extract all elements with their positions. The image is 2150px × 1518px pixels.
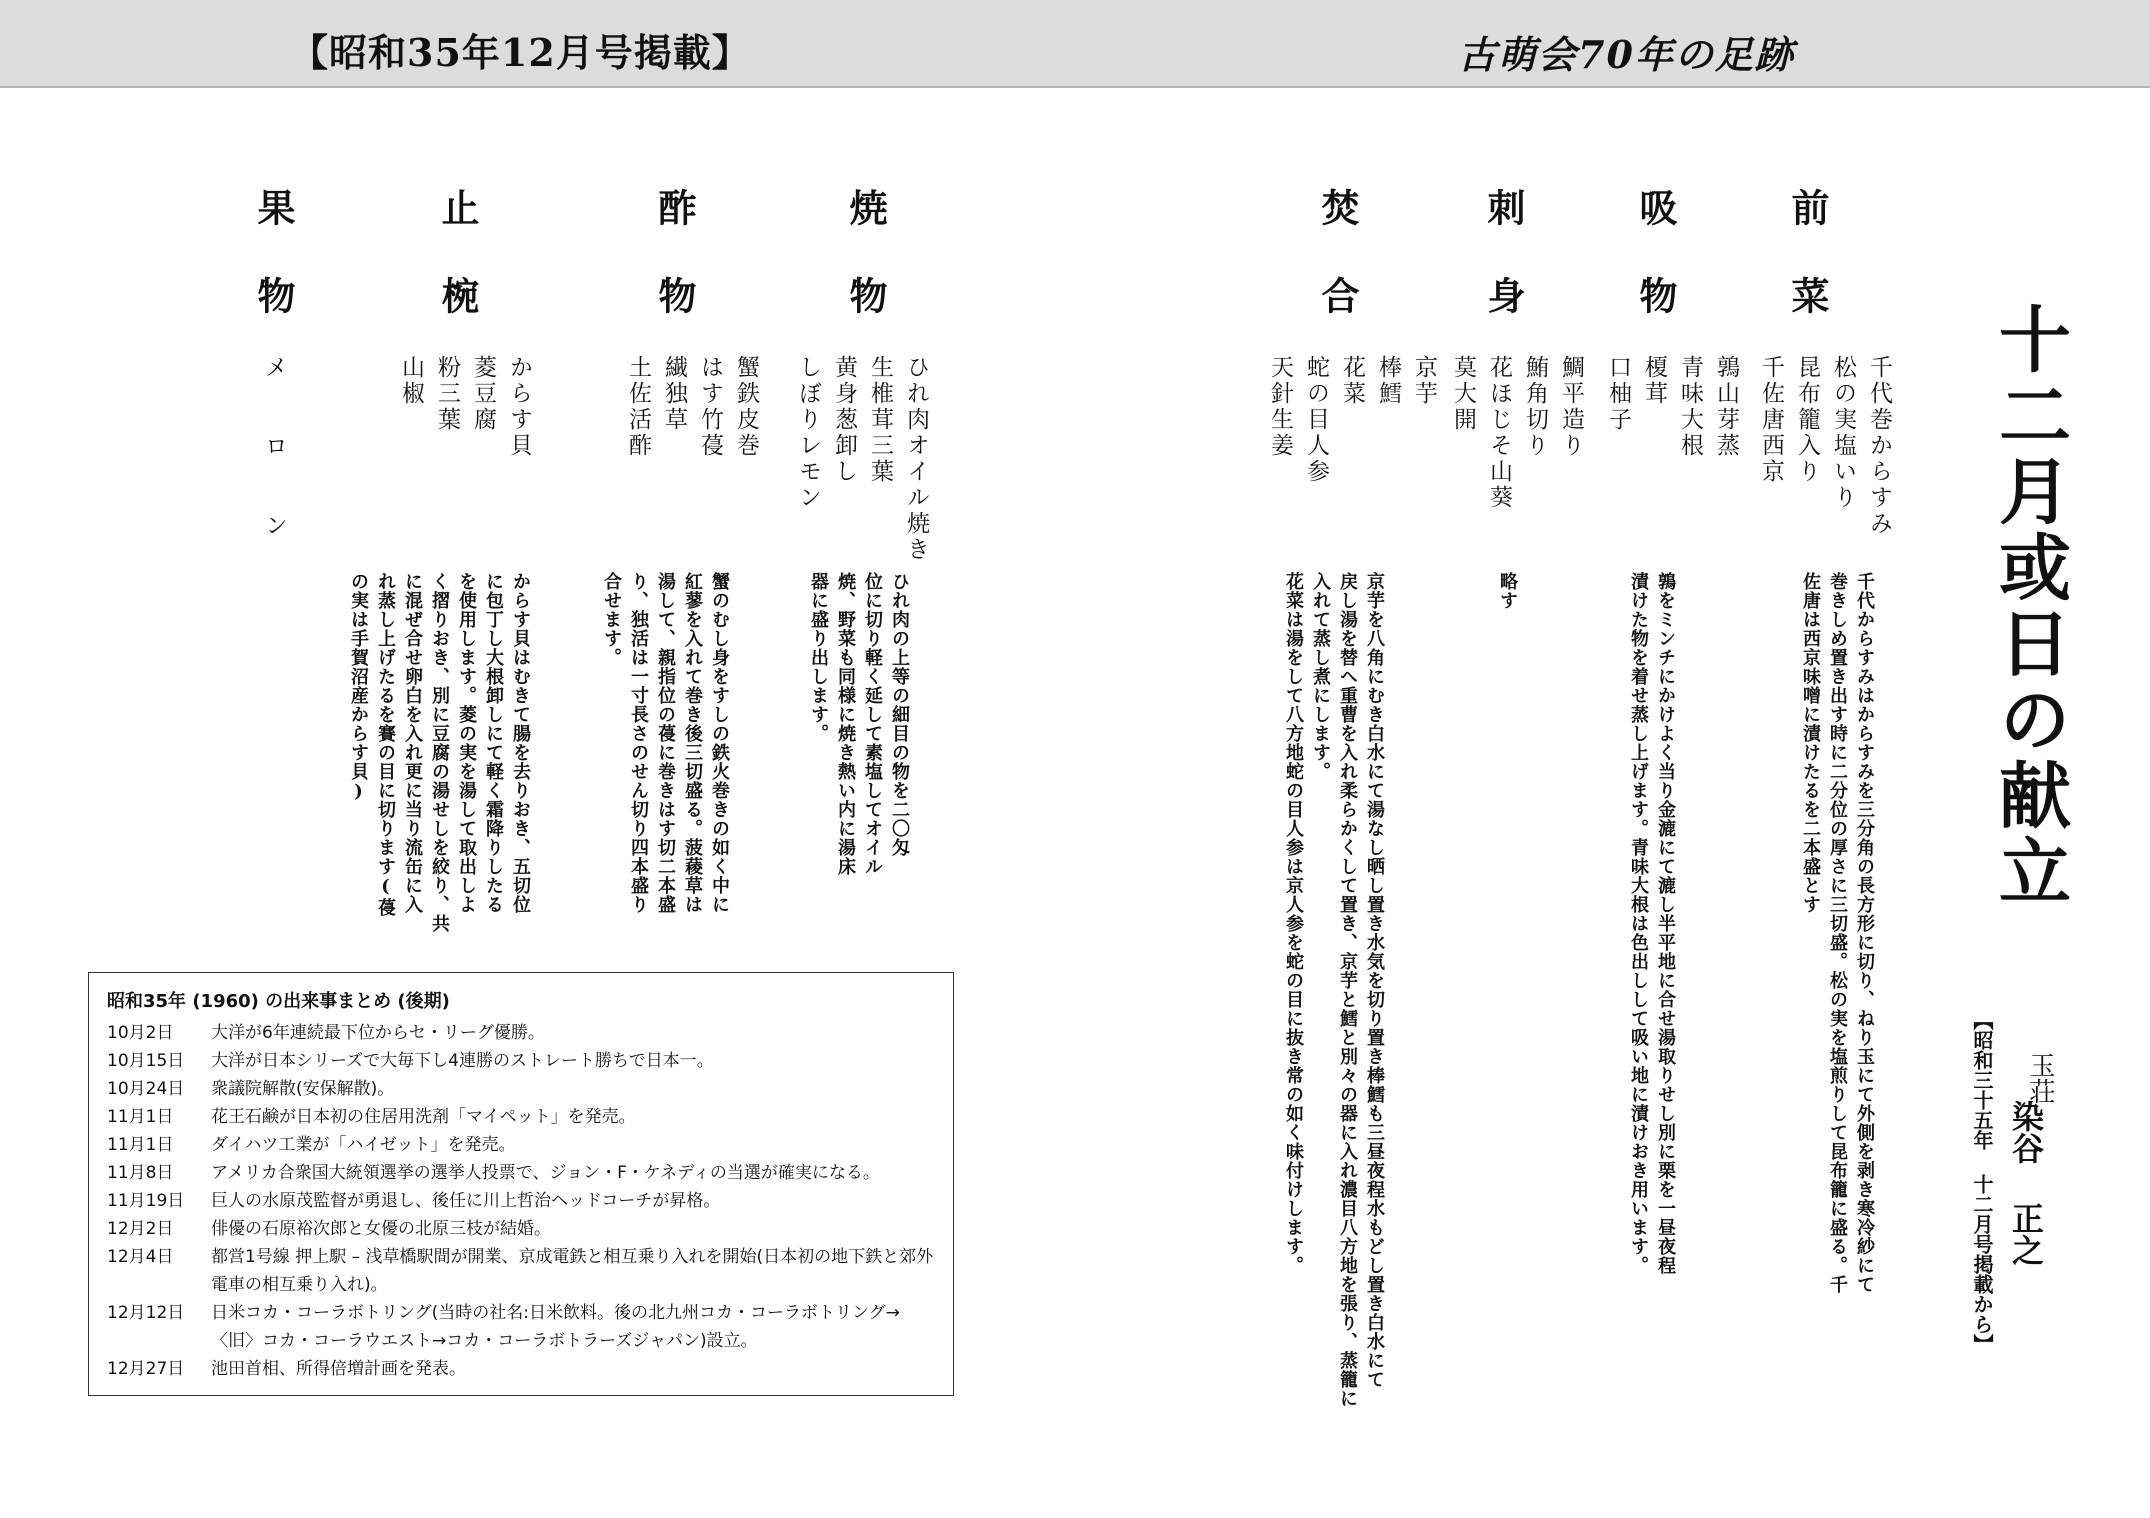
course-description: 千代からすみはからすみを三分角の長方形に切り、ねり玉にて外側を剥き寒冷紗にて 巻きしめ置き出す時に二分位の厚さに三切盛。松の実を塩煎りして昆布籠に盛る。千 佐唐は西京味噌に漬けたるを二本盛とす bbox=[1800, 572, 1875, 1294]
event-row bbox=[107, 1215, 935, 1243]
event-date: 10月24日 bbox=[107, 1079, 185, 1099]
event-row bbox=[107, 1075, 935, 1103]
event-date: 11月8日 bbox=[107, 1163, 174, 1183]
article-title: 十二月或日の献立 bbox=[1987, 302, 2072, 910]
course-heading: 酢物 bbox=[652, 188, 697, 364]
course-heading: 吸物 bbox=[1633, 188, 1678, 364]
event-date: 12月4日 bbox=[107, 1247, 174, 1267]
event-date: 11月19日 bbox=[107, 1191, 185, 1211]
event-text: 衆議院解散(安保解散)。 bbox=[211, 1079, 395, 1099]
course-items: 千代巻からすみ 松の実塩いり 昆布籠入り 千佐唐西京 bbox=[1758, 355, 1892, 537]
course-heading: 焼物 bbox=[843, 188, 888, 364]
event-text: 花王石鹸が日本初の住居用洗剤「マイペット」を発売。 bbox=[211, 1107, 636, 1127]
course-description: 京芋を八角にむき白水にて湯なし晒し置き水気を切り置き棒鱈も三昼夜程水もどし置き白水にて 戻し湯を替へ重曹を入れ柔らかくして置き、京芋と鱈と別々の器に入れ濃目八方地を張り、蒸籠に 入れて蒸し煮にします。 花菜は湯をして八方地蛇の目人参は京人参を蛇の目に抜き常の如く味付けします。 bbox=[1283, 572, 1385, 1408]
event-date: 12月27日 bbox=[107, 1359, 185, 1379]
course-items: 蟹鉄皮巻 はす竹葠 繊独草 土佐活酢 bbox=[625, 355, 759, 459]
course-heading: 刺身 bbox=[1481, 188, 1526, 364]
author-name: 染谷 正之 bbox=[2007, 1100, 2045, 1266]
course-description: 蟹のむし身をすしの鉄火巻きの如く中に 紅蓼を入れて巻き後三切盛る。菠薐草は 湯して、親指位の葠に巻きはす切二本盛 り、独活は一寸長さのせん切り四本盛り 合せます。 bbox=[601, 572, 730, 914]
event-date: 10月2日 bbox=[107, 1023, 174, 1043]
event-row bbox=[107, 1159, 935, 1187]
author-role: 玉荘 bbox=[2025, 1052, 2055, 1104]
course-items: 京芋 棒鱈 花菜 蛇の目人参 天針生姜 bbox=[1267, 355, 1437, 485]
event-row bbox=[107, 1103, 935, 1131]
event-text: 大洋が日本シリーズで大毎下し4連勝のストレート勝ちで日本一。 bbox=[211, 1051, 714, 1071]
course-description: 鶉をミンチにかけよく当り金漉にて漉し半平地に合せ湯取りせし別に栗を一昼夜程 漬けた物を着せ蒸し上げます。青味大根は色出しして吸い地に漬けおき用います。 bbox=[1628, 572, 1676, 1275]
course-description: 略す bbox=[1497, 572, 1518, 610]
issue-title: 【昭和35年12月号掲載】 bbox=[290, 30, 751, 75]
event-date: 12月2日 bbox=[107, 1219, 174, 1239]
event-text: 都営1号線 押上駅 – 浅草橋駅間が開業、京成電鉄と相互乗り入れを開始(日本初の地下鉄と郊外電車の相互乗り入れ)。 bbox=[211, 1247, 934, 1295]
events-title: 昭和35年 (1960) の出来事まとめ (後期) bbox=[107, 991, 450, 1012]
event-row bbox=[107, 1047, 935, 1075]
event-text: ダイハツ工業が「ハイゼット」を発売。 bbox=[211, 1135, 516, 1155]
event-row bbox=[107, 1355, 935, 1383]
event-row bbox=[107, 1131, 935, 1159]
event-row bbox=[107, 1299, 935, 1355]
event-date: 11月1日 bbox=[107, 1135, 174, 1155]
event-text: アメリカ合衆国大統領選挙の選挙人投票で、ジョン・F・ケネディの当選が確実になる。 bbox=[211, 1163, 880, 1183]
page-header bbox=[0, 0, 2150, 88]
course-items: 鶉山芽蒸 青味大根 榎茸 口柚子 bbox=[1605, 355, 1739, 459]
events-summary-box bbox=[88, 972, 954, 1396]
course-items: 鯛平造り 鮪角切り 花ほじそ山葵 莫大開 bbox=[1450, 355, 1584, 511]
course-description: ひれ肉の上等の細目の物を二〇匁 位に切り軽く延して素塩してオイル 焼、野菜も同様に焼き熱い内に湯床 器に盛り出します。 bbox=[808, 572, 910, 876]
event-text: 巨人の水原茂監督が勇退し、後任に川上哲治ヘッドコーチが昇格。 bbox=[211, 1191, 721, 1211]
course-heading: 前菜 bbox=[1785, 188, 1830, 364]
event-text: 池田首相、所得倍増計画を発表。 bbox=[211, 1359, 466, 1379]
event-date: 12月12日 bbox=[107, 1303, 185, 1323]
course-items: からす貝 菱豆腐 粉三葉 山椒 bbox=[398, 355, 532, 459]
event-row bbox=[107, 1187, 935, 1215]
series-title: 古萌会70年の足跡 bbox=[1458, 32, 1795, 77]
course-heading: 果物 bbox=[251, 188, 296, 364]
course-description: からす貝はむきて腸を去りおき、五切位 に包丁し大根卸しにて軽く霜降りしたる を使用します。菱の実を湯して取出しよ く摺りおき、別に豆腐の湯せしを絞り、共 に混ぜ合せ卵白を入れ更に当り流缶に入 れ蒸し上げたるを賽の目に切ります(葠 の実は手賀沼産からす貝) bbox=[348, 572, 531, 933]
course-heading: 止椀 bbox=[435, 188, 480, 364]
event-text: 俳優の石原裕次郎と女優の北原三枝が結婚。 bbox=[211, 1219, 551, 1239]
event-text: 大洋が6年連続最下位からセ・リーグ優勝。 bbox=[211, 1023, 545, 1043]
event-row bbox=[107, 1019, 935, 1047]
course-heading: 焚合 bbox=[1315, 188, 1360, 364]
event-row bbox=[107, 1243, 935, 1299]
course-items: メロン bbox=[261, 355, 287, 592]
course-items: ひれ肉オイル焼き 生椎茸三葉 黄身葱卸し しぼりレモン bbox=[795, 355, 929, 563]
event-date: 10月15日 bbox=[107, 1051, 185, 1071]
source-note: 【昭和三十五年 十二月号掲載から】 bbox=[1970, 1010, 1994, 1354]
event-text: 日米コカ・コーラボトリング(当時の社名:日米飲料。後の北九州コカ・コーラボトリング→〈旧〉コカ・コーラウエスト→コカ・コーラボトラーズジャパン)設立。 bbox=[211, 1303, 900, 1351]
event-date: 11月1日 bbox=[107, 1107, 174, 1127]
